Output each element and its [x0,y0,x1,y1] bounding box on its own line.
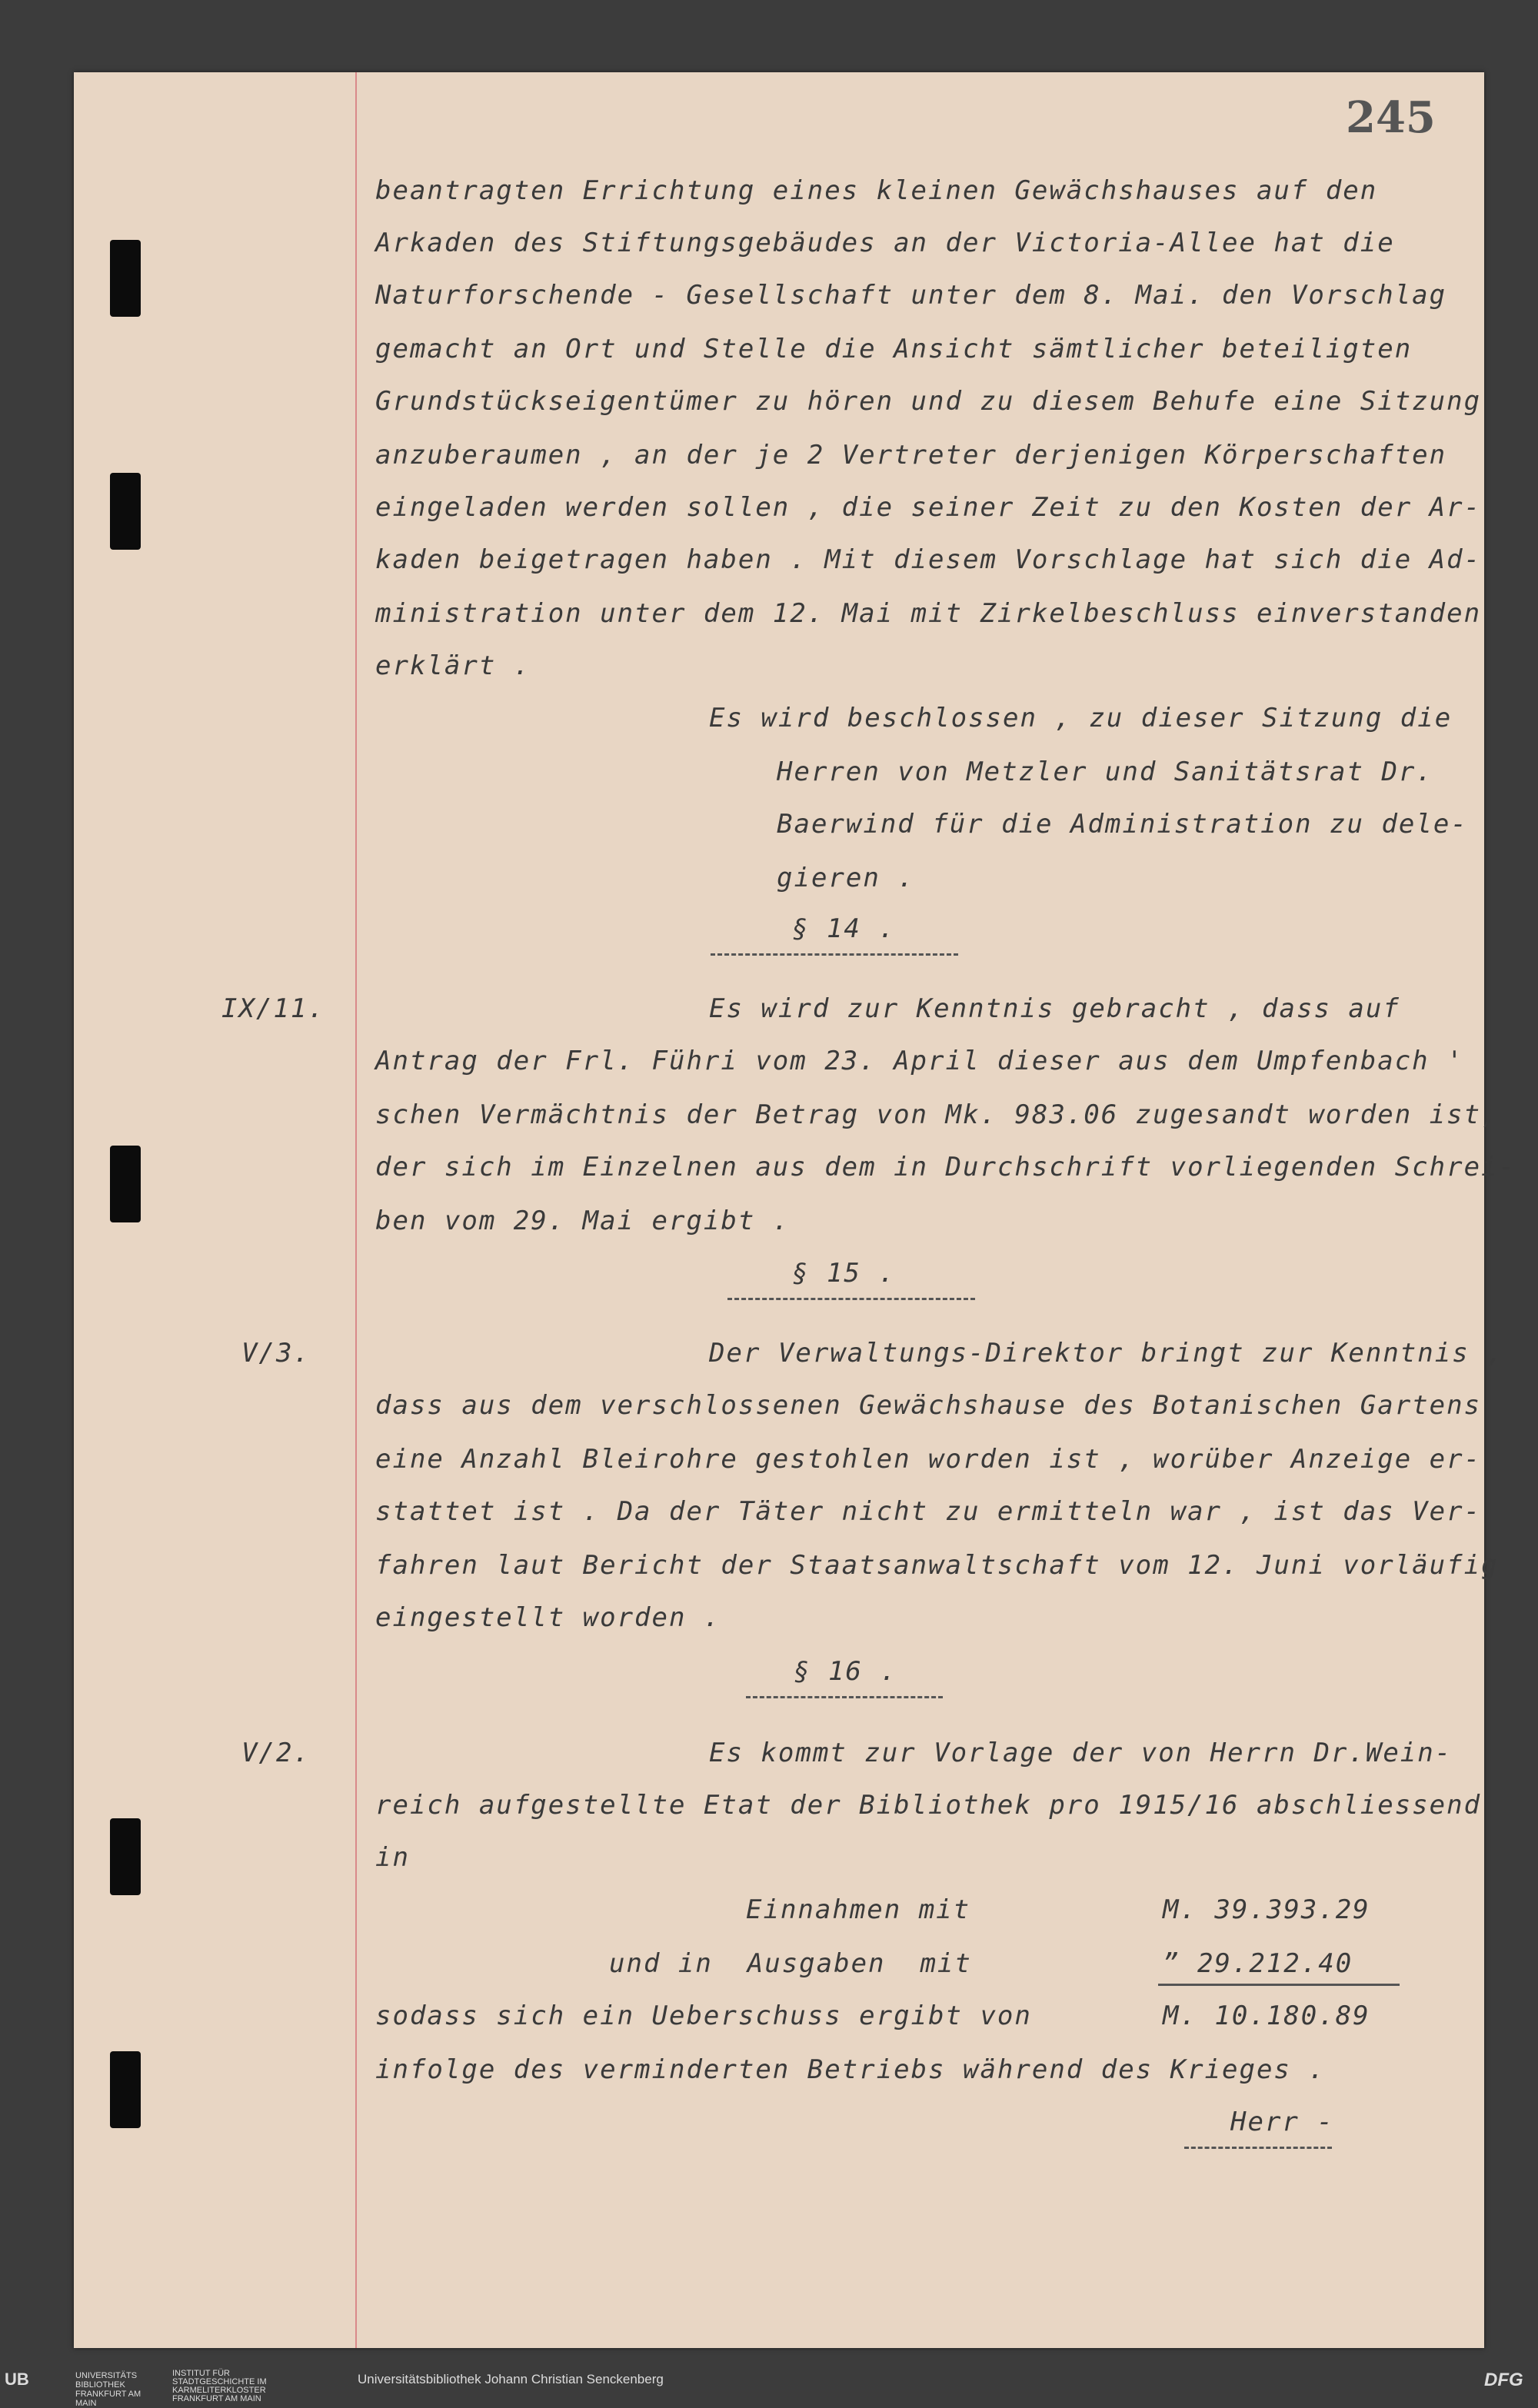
paragraph-line: reich aufgestellte Etat der Bibliothek pro 1915/16 abschliessend [375,1790,1482,1821]
catchword: Herr - [1230,2107,1334,2137]
margin-reference-14: IX/11. [221,993,325,1024]
punch-hole-mark [110,240,141,317]
paragraph-line: beantragten Errichtung eines kleinen Gewächshauses auf den [375,175,1378,206]
sum-underline [1158,1984,1400,1986]
paragraph-line: ministration unter dem 12. Mai mit Zirkelbeschluss einverstanden [375,598,1482,629]
paragraph-line: Antrag der Frl. Führi vom 23. April dieser aus dem Umpfenbach ' [375,1046,1464,1076]
paragraph-line: ben vom 29. Mai ergibt . [375,1206,791,1236]
paragraph-line: Grundstückseigentümer zu hören und zu diesem Behufe eine Sitzung [375,386,1482,417]
paragraph-line: erklärt . [375,650,531,681]
punch-hole-mark [110,2051,141,2128]
paragraph-line: eine Anzahl Bleirohre gestohlen worden ist , worüber Anzeige er- [375,1444,1482,1475]
resolution-line: Es wird beschlossen , zu dieser Sitzung die [709,703,1453,733]
section-heading-14: § 14 . [792,913,896,944]
section-heading-16: § 16 . [794,1656,897,1687]
punch-hole-mark [110,1146,141,1222]
paragraph-line: Der Verwaltungs-Direktor bringt zur Kenntnis , [709,1338,1504,1369]
budget-income-value: M. 39.393.29 [1163,1894,1370,1925]
margin-reference-15: V/3. [241,1338,311,1369]
library-credit: Universitätsbibliothek Johann Christian Senckenberg [358,2372,664,2386]
punch-hole-mark [110,473,141,550]
institute-logo: INSTITUT FÜR STADTGESCHICHTE IM KARMELITERKLOSTER FRANKFURT AM MAIN [172,2369,267,2403]
paragraph-line: anzuberaumen , an der je 2 Vertreter derjenigen Körperschaften [375,440,1447,471]
budget-expense-label: und in Ausgaben mit [609,1948,972,1979]
resolution-line: gieren . [777,863,915,893]
paragraph-line: fahren laut Bericht der Staatsanwaltschaft vom 12. Juni vorläufig [375,1550,1499,1581]
paragraph-line: Es kommt zur Vorlage der von Herrn Dr.Wein- [709,1738,1453,1768]
paragraph-line: dass aus dem verschlossenen Gewächshause des Botanischen Gartens [375,1390,1482,1421]
paragraph-line: eingestellt worden . [375,1602,721,1633]
ub-logo-text: UNIVERSITÄTS BIBLIOTHEK FRANKFURT AM MAIN [75,2371,141,2408]
catchword-underline [1184,2147,1332,2149]
paragraph-line: eingeladen werden sollen , die seiner Zeit zu den Kosten der Ar- [375,492,1482,523]
paragraph-line: Es wird zur Kenntnis gebracht , dass auf [709,993,1400,1024]
paragraph-line: stattet ist . Da der Täter nicht zu ermitteln war , ist das Ver- [375,1496,1482,1527]
paragraph-line: der sich im Einzelnen aus dem in Durchschrift vorliegenden Schrei- [375,1152,1516,1182]
section-heading-15: § 15 . [792,1258,896,1289]
dfg-logo: DFG [1484,2370,1523,2390]
resolution-line: Baerwind für die Administration zu dele- [777,809,1468,840]
paragraph-line: in [375,1842,410,1873]
section-underline [711,953,958,956]
footer-bar [0,2362,1538,2408]
margin-reference-16: V/2. [241,1738,311,1768]
budget-expense-value: ” 29.212.40 [1163,1948,1353,1979]
paragraph-line: kaden beigetragen haben . Mit diesem Vorschlage hat sich die Ad- [375,544,1482,575]
budget-surplus-value: M. 10.180.89 [1163,2001,1370,2031]
paragraph-line: gemacht an Ort und Stelle die Ansicht sämtlicher beteiligten [375,334,1413,364]
resolution-line: Herren von Metzler und Sanitätsrat Dr. [777,757,1433,787]
budget-surplus-label: sodass sich ein Ueberschuss ergibt von [375,2001,1032,2031]
page-number: 245 [1346,92,1436,143]
margin-line [355,72,357,2348]
punch-hole-mark [110,1818,141,1895]
budget-income-label: Einnahmen mit [746,1894,971,1925]
paragraph-line: infolge des verminderten Betriebs während des Krieges . [375,2054,1326,2085]
section-underline [746,1696,943,1698]
paragraph-line: Naturforschende - Gesellschaft unter dem 8. Mai. den Vorschlag [375,280,1447,311]
paragraph-line: schen Vermächtnis der Betrag von Mk. 983.06 zugesandt worden ist, [375,1099,1499,1130]
section-underline [727,1298,975,1300]
ub-logo: UB [5,2370,29,2389]
paragraph-line: Arkaden des Stiftungsgebäudes an der Victoria-Allee hat die [375,228,1395,258]
